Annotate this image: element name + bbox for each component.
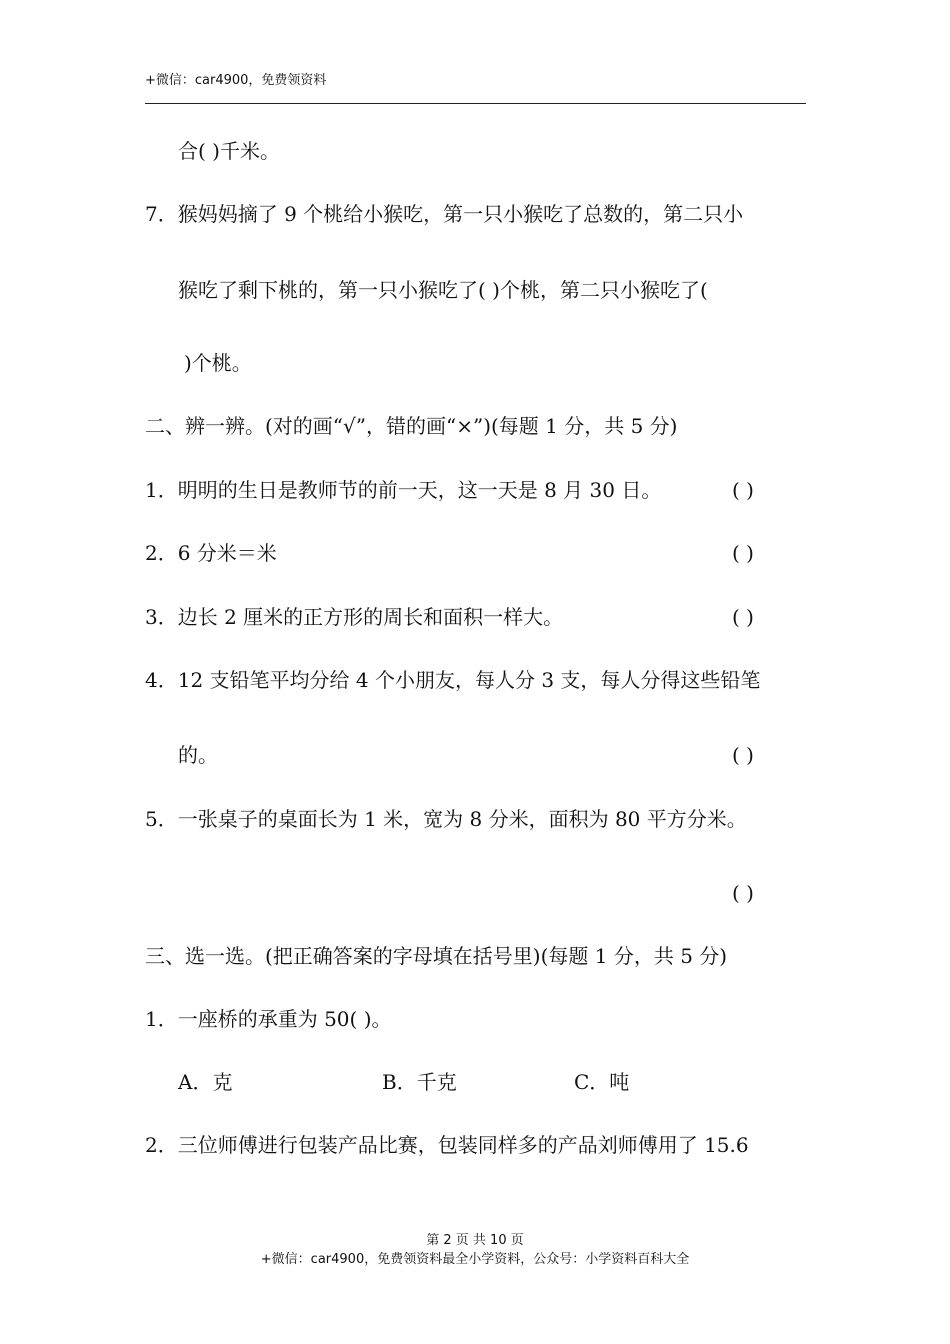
judge-question-1: 1．明明的生日是教师节的前一天，这一天是 8 月 30 日。 (145, 478, 662, 502)
answer-paren-4[interactable]: ( ) (732, 743, 754, 767)
judge-question-5: 5．一张桌子的桌面长为 1 米，宽为 8 分米，面积为 80 平方分米。 (145, 807, 747, 831)
section-3-title: 三、选一选。(把正确答案的字母填在括号里)(每题 1 分，共 5 分) (145, 944, 728, 968)
page-number: 第 2 页 共 10 页 (426, 1233, 524, 1248)
question-7-line-2: 猴吃了剩下桃的，第一只小猴吃了( )个桃，第二只小猴吃了( (178, 278, 708, 302)
judge-question-2: 2．6 分米＝米 (145, 541, 277, 565)
judge-question-4-line-1: 4．12 支铅笔平均分给 4 个小朋友，每人分 3 支，每人分得这些铅笔 (145, 668, 761, 692)
answer-paren-3[interactable]: ( ) (732, 605, 754, 629)
option-c[interactable]: C．吨 (574, 1070, 630, 1094)
text-line-1: 合( )千米。 (178, 139, 280, 163)
question-7-line-3: )个桃。 (184, 351, 252, 375)
option-a[interactable]: A．克 (178, 1070, 233, 1094)
answer-paren-5[interactable]: ( ) (732, 881, 754, 905)
page-footer: +微信：car4900，免费领资料最全小学资料，公众号：小学资料百科大全 (260, 1252, 690, 1267)
choice-question-2: 2．三位师傅进行包装产品比赛，包装同样多的产品刘师傅用了 15.6 (145, 1133, 749, 1157)
judge-question-4-line-2: 的。 (178, 743, 218, 767)
section-2-title: 二、辨一辨。(对的画“√”，错的画“×”)(每题 1 分，共 5 分) (145, 414, 678, 438)
choice-question-1: 1．一座桥的承重为 50( )。 (145, 1007, 392, 1031)
header-divider (145, 103, 806, 104)
page-header: +微信：car4900，免费领资料 (145, 73, 327, 88)
answer-paren-2[interactable]: ( ) (732, 541, 754, 565)
question-7-line-1: 7．猴妈妈摘了 9 个桃给小猴吃，第一只小猴吃了总数的，第二只小 (145, 202, 744, 226)
answer-paren-1[interactable]: ( ) (732, 478, 754, 502)
option-b[interactable]: B．千克 (382, 1070, 457, 1094)
judge-question-3: 3．边长 2 厘米的正方形的周长和面积一样大。 (145, 605, 564, 629)
